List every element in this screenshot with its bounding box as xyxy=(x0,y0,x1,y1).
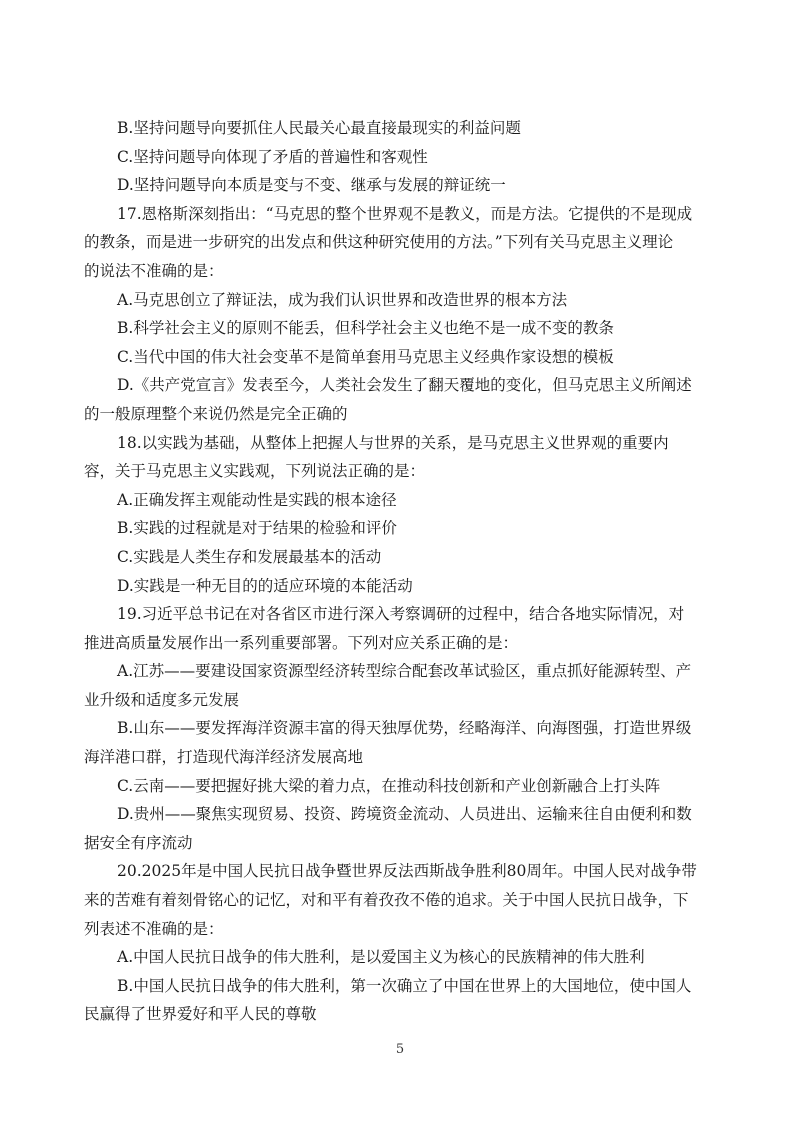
answer-option-line: A.江苏——要建设国家资源型经济转型综合配套改革试验区，重点抓好能源转型、产 xyxy=(117,662,692,681)
page-number: 5 xyxy=(395,1042,405,1057)
text-line: 海洋港口群，打造现代海洋经济发展高地 xyxy=(84,748,364,767)
text-line: 列表述不准确的是： xyxy=(84,919,224,938)
question-line: 20.2025年是中国人民抗日战争暨世界反法西斯战争胜利80周年。中国人民对战争带 xyxy=(117,862,697,881)
answer-option-line: D.实践是一种无目的的适应环境的本能活动 xyxy=(117,576,413,595)
document-body xyxy=(84,114,720,1029)
text-line: 来的苦难有着刻骨铭心的记忆，对和平有着孜孜不倦的追求。关于中国人民抗日战争，下 xyxy=(84,891,689,910)
text-line: 推进高质量发展作出一系列重要部署。下列对应关系正确的是： xyxy=(84,633,519,652)
text-line: 的教条，而是进一步研究的出发点和供这种研究使用的方法。”下列有关马克思主义理论 xyxy=(84,233,674,252)
text-line: 民赢得了世界爱好和平人民的尊敬 xyxy=(84,1005,317,1024)
answer-option-line: D.《共产党宣言》发表至今，人类社会发生了翻天覆地的变化，但马克思主义所阐述 xyxy=(117,376,692,395)
question-line: 17.恩格斯深刻指出：“马克思的整个世界观不是教义，而是方法。它提供的不是现成 xyxy=(117,204,693,223)
text-line: 的说法不准确的是： xyxy=(84,261,224,280)
answer-option-line: B.中国人民抗日战争的伟大胜利，第一次确立了中国在世界上的大国地位，使中国人 xyxy=(117,976,692,995)
question-line: 18.以实践为基础，从整体上把握人与世界的关系，是马克思主义世界观的重要内 xyxy=(117,433,669,452)
answer-option-line: B.山东——要发挥海洋资源丰富的得天独厚优势，经略海洋、向海图强，打造世界级 xyxy=(117,719,692,738)
answer-option-line: C.坚持问题导向体现了矛盾的普遍性和客观性 xyxy=(117,147,428,166)
text-line: 的一般原理整个来说仍然是完全正确的 xyxy=(84,404,348,423)
answer-option-line: D.贵州——聚焦实现贸易、投资、跨境资金流动、人员进出、运输来往自由便利和数 xyxy=(117,805,692,824)
answer-option-line: A.马克思创立了辩证法，成为我们认识世界和改造世界的根本方法 xyxy=(117,290,568,309)
answer-option-line: A.正确发挥主观能动性是实践的根本途径 xyxy=(117,490,397,509)
answer-option-line: C.实践是人类生存和发展最基本的活动 xyxy=(117,547,382,566)
answer-option-line: C.云南——要把握好挑大梁的着力点，在推动科技创新和产业创新融合上打头阵 xyxy=(117,776,661,795)
answer-option-line: B.实践的过程就是对于结果的检验和评价 xyxy=(117,519,397,538)
question-line: 19.习近平总书记在对各省区市进行深入考察调研的过程中，结合各地实际情况，对 xyxy=(117,605,685,624)
text-line: 容，关于马克思主义实践观，下列说法正确的是： xyxy=(84,462,426,481)
answer-option-line: C.当代中国的伟大社会变革不是简单套用马克思主义经典作家设想的模板 xyxy=(117,347,614,366)
answer-option-line: A.中国人民抗日战争的伟大胜利，是以爱国主义为核心的民族精神的伟大胜利 xyxy=(117,948,645,967)
answer-option-line: D.坚持问题导向本质是变与不变、继承与发展的辩证统一 xyxy=(117,176,506,195)
answer-option-line: B.科学社会主义的原则不能丢，但科学社会主义也绝不是一成不变的教条 xyxy=(117,319,614,338)
answer-option-line: B.坚持问题导向要抓住人民最关心最直接最现实的利益问题 xyxy=(117,119,521,137)
text-line: 据安全有序流动 xyxy=(84,833,193,852)
text-line: 业升级和适度多元发展 xyxy=(84,690,240,709)
